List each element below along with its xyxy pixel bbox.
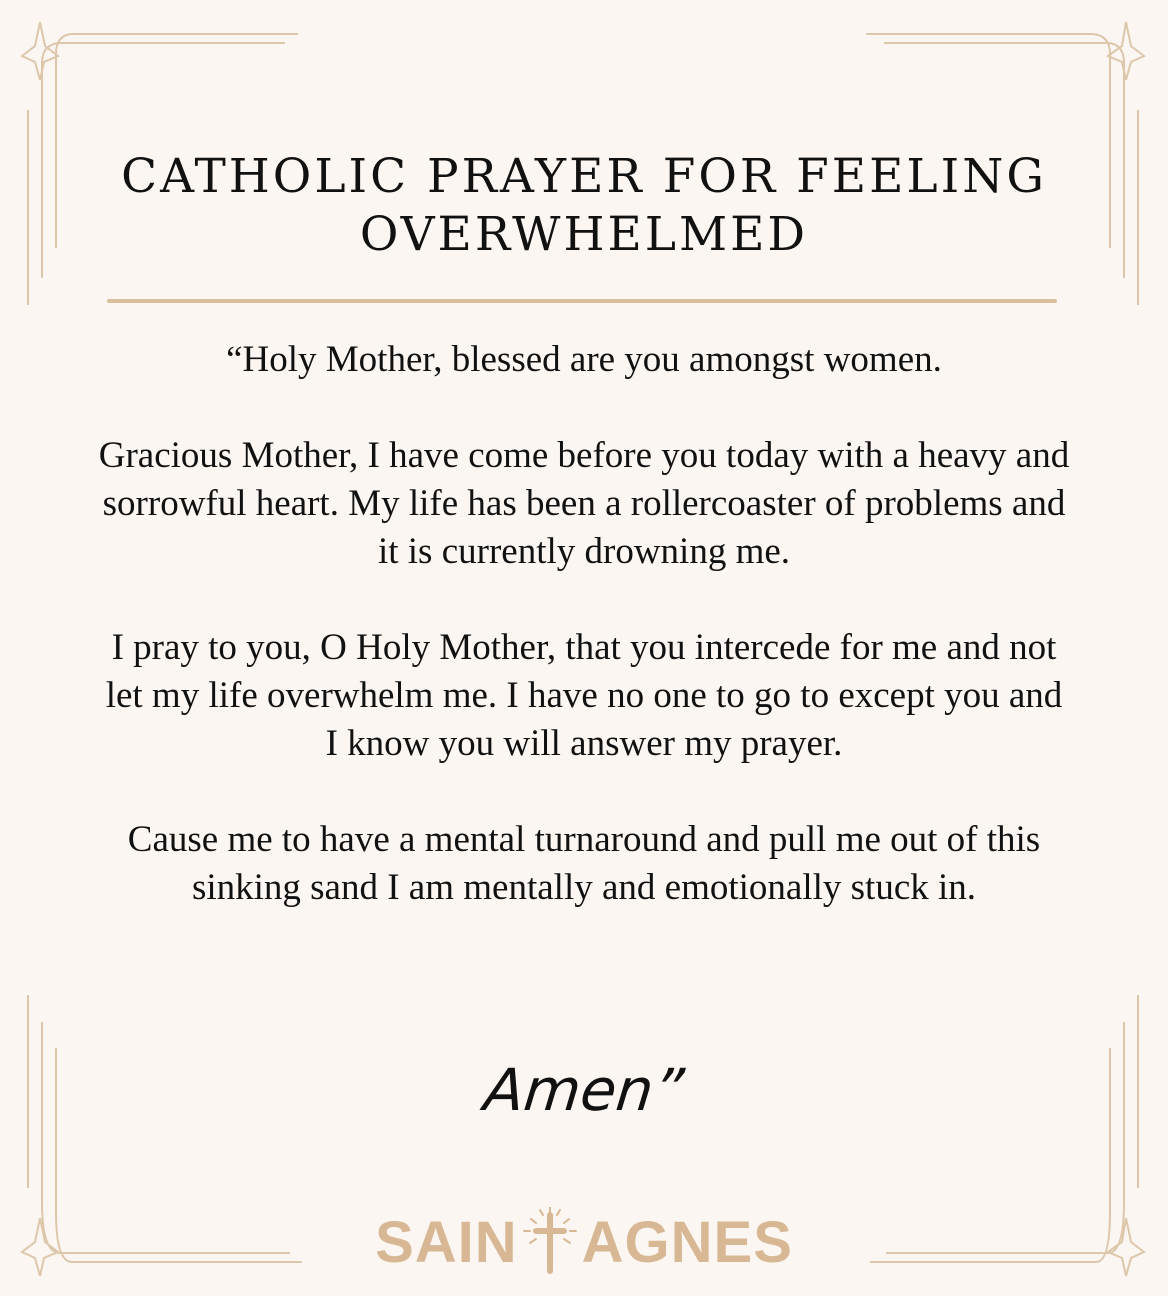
title-line-2: OVERWHELMED bbox=[359, 207, 809, 262]
brand-logo bbox=[372, 1207, 796, 1279]
corner-star-icon bbox=[22, 22, 58, 80]
title-divider bbox=[107, 299, 1057, 303]
cross-icon bbox=[516, 1207, 584, 1279]
prayer-paragraph: Cause me to have a mental turnaround and pull me out of this sinking sand I am mentally and emotionally stuck in. bbox=[127, 819, 1041, 908]
brand-right-text: AGNES bbox=[581, 1210, 793, 1275]
brand-left-text: SAIN bbox=[375, 1210, 518, 1275]
prayer-paragraph: “Holy Mother, blessed are you amongst women. bbox=[226, 339, 942, 380]
corner-star-icon bbox=[22, 1218, 58, 1276]
corner-star-icon bbox=[1108, 1218, 1144, 1276]
corner-star-icon bbox=[1108, 22, 1144, 80]
prayer-paragraph: Gracious Mother, I have come before you today with a heavy and sorrowful heart. My life has been a rollercoaster of problems and it is currently drowning me. bbox=[98, 435, 1070, 572]
prayer-paragraph: I pray to you, O Holy Mother, that you intercede for me and not let my life overwhelm me. I have no one to go to except you and I know you will answer my prayer. bbox=[105, 627, 1063, 764]
prayer-text bbox=[95, 336, 1073, 912]
page-title bbox=[100, 148, 1068, 264]
title-line-1: CATHOLIC PRAYER FOR FEELING bbox=[121, 149, 1047, 204]
prayer-closing: Amen” bbox=[481, 1056, 687, 1124]
